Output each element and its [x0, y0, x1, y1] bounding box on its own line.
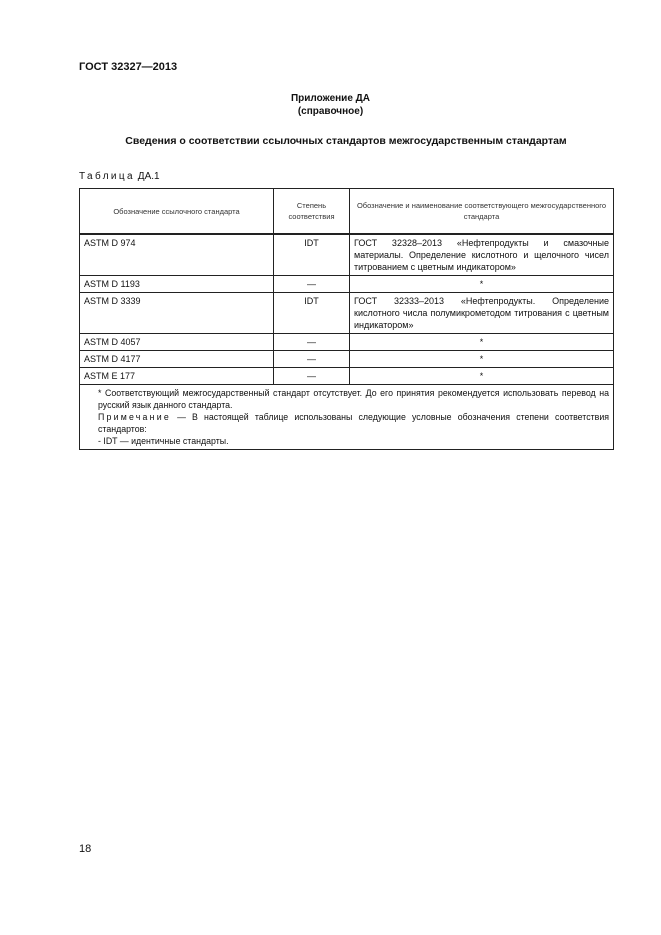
degree-cell: —: [274, 351, 350, 368]
ref-standard-cell: ASTM D 4057: [80, 334, 274, 351]
table-header-row: [80, 189, 614, 235]
degree-cell: IDT: [274, 234, 350, 276]
table-footer-row: [80, 385, 614, 450]
table-footnotes: [80, 385, 614, 450]
table-row: [80, 368, 614, 385]
interstate-standard-cell: ГОСТ 32333–2013 «Нефтепродукты. Определение кислотного числа полумикрометодом титрования с цветным индикатором»: [350, 293, 614, 334]
table-row: [80, 276, 614, 293]
page-number: 18: [79, 843, 92, 855]
degree-cell: —: [274, 368, 350, 385]
header-degree: Степень соответствия: [274, 189, 350, 235]
interstate-standard-cell: *: [350, 351, 614, 368]
document-code: ГОСТ 32327—2013: [79, 61, 178, 73]
table-label-word: Таблица: [79, 171, 136, 182]
header-ref-standard: Обозначение ссылочного стандарта: [80, 189, 274, 235]
table-row: [80, 293, 614, 334]
table-row: [80, 334, 614, 351]
ref-standard-cell: ASTM D 1193: [80, 276, 274, 293]
note: [84, 411, 609, 435]
interstate-standard-cell: ГОСТ 32328–2013 «Нефтепродукты и смазочные материалы. Определение кислотного и щелочного чисел титрованием с цветным индикатором»: [350, 234, 614, 276]
table-row: [80, 234, 614, 276]
footnote-text: * Соответствующий межгосударственный стандарт отсутствует. До его принятия рекомендуется использовать перевод на русский язык данного стандарта.: [98, 388, 609, 410]
note-label: Примечание: [98, 412, 171, 422]
interstate-standard-cell: *: [350, 276, 614, 293]
annex-heading: [0, 92, 661, 118]
annex-title: Приложение ДА: [290, 93, 371, 104]
standards-table: [79, 188, 614, 450]
table-row: [80, 351, 614, 368]
section-title: Сведения о соответствии ссылочных стандартов межгосударственным стандартам: [125, 135, 567, 147]
annex-subtitle: (справочное): [297, 106, 364, 117]
table-label-number: ДА.1: [137, 171, 160, 182]
ref-standard-cell: ASTM D 4177: [80, 351, 274, 368]
note-item: - IDT — идентичные стандарты.: [98, 436, 229, 446]
degree-cell: IDT: [274, 293, 350, 334]
degree-cell: —: [274, 276, 350, 293]
interstate-standard-cell: *: [350, 334, 614, 351]
ref-standard-cell: ASTM D 3339: [80, 293, 274, 334]
interstate-standard-cell: *: [350, 368, 614, 385]
table-label: [79, 171, 160, 182]
degree-cell: —: [274, 334, 350, 351]
note-text: — В настоящей таблице использованы следующие условные обозначения степени соответствия стандартов:: [98, 412, 609, 434]
header-interstate-standard: Обозначение и наименование соответствующего межгосударственного стандарта: [350, 189, 614, 235]
ref-standard-cell: ASTM D 974: [80, 234, 274, 276]
ref-standard-cell: ASTM E 177: [80, 368, 274, 385]
